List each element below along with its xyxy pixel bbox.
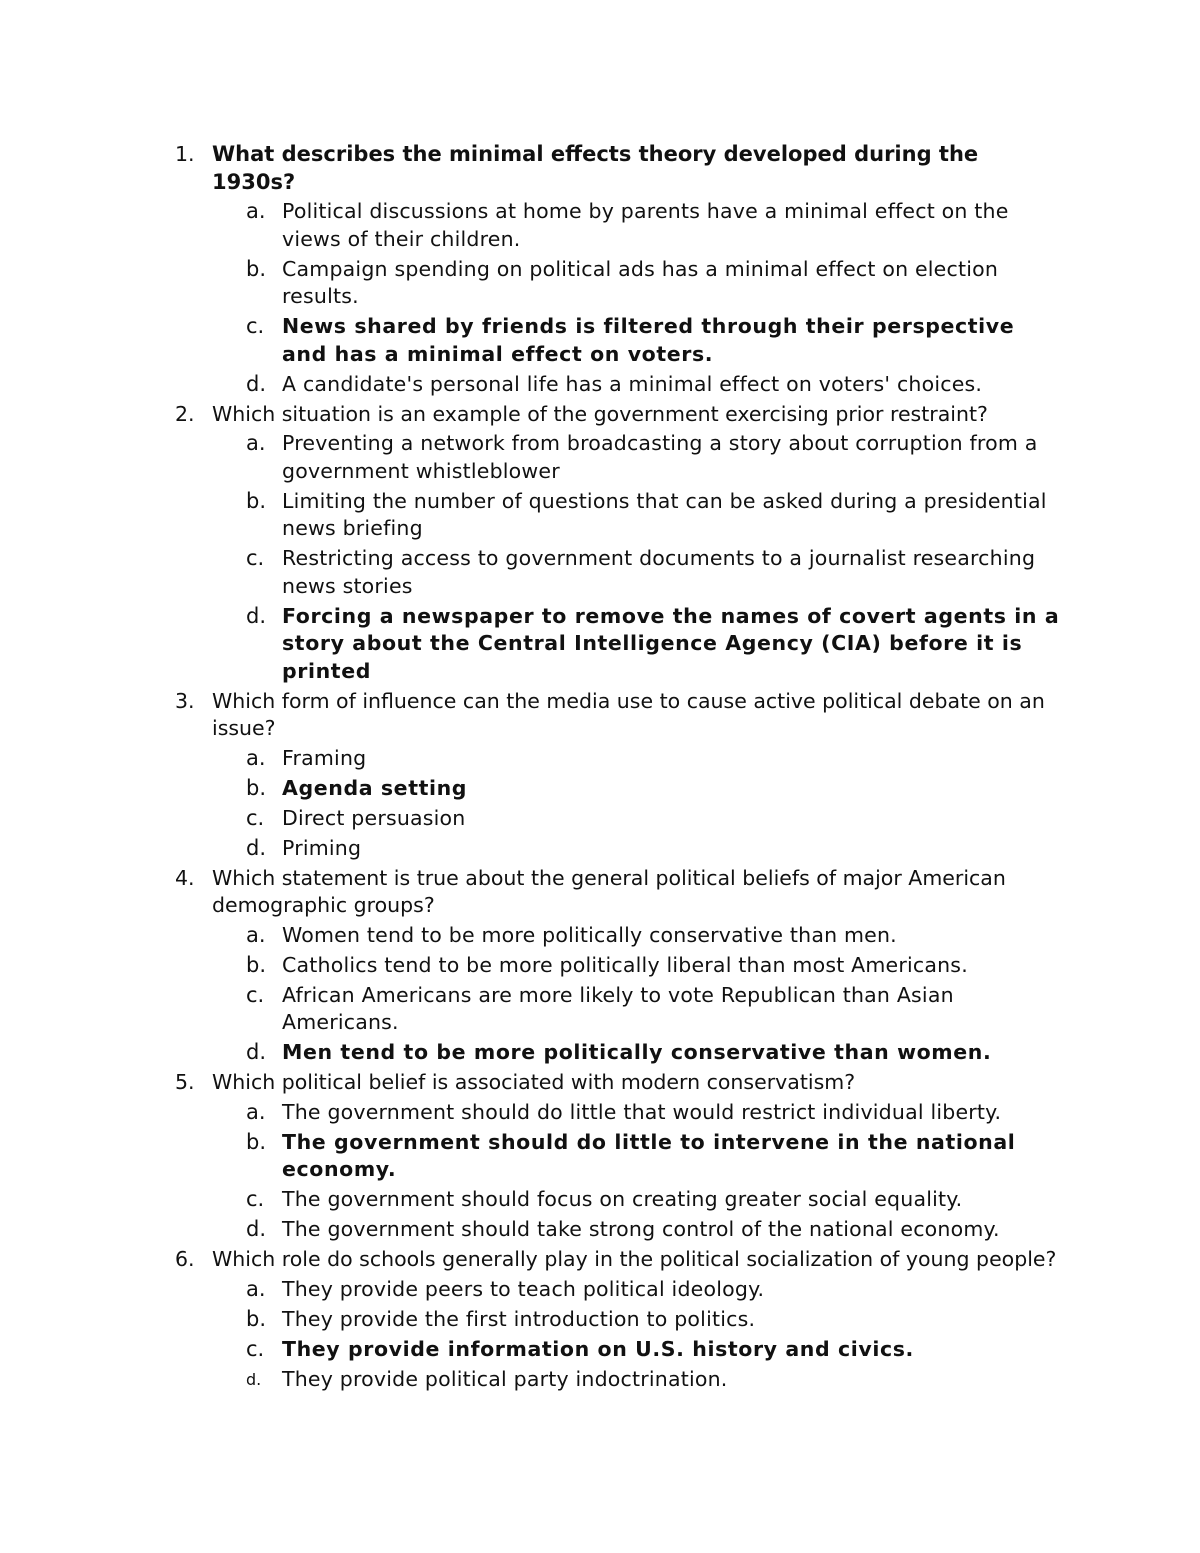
answer-option-c	[212, 805, 1065, 833]
option-letter: a.	[246, 1276, 266, 1301]
question-number: 1.	[175, 142, 195, 166]
option-letter: a.	[246, 431, 266, 455]
option-text: Priming	[282, 835, 362, 860]
option-letter: b.	[246, 1129, 267, 1154]
option-letter: c.	[246, 805, 265, 830]
answer-options	[212, 198, 1065, 398]
option-text: Preventing a network from broadcasting a story about corruption from a government whistleblower	[282, 431, 1038, 483]
answer-option-d	[212, 835, 1065, 863]
option-text: Campaign spending on political ads has a minimal effect on election results.	[282, 256, 999, 308]
answer-option-c	[212, 545, 1065, 600]
answer-options	[212, 1276, 1065, 1394]
option-text: The government should do little to intervene in the national economy.	[282, 1129, 1016, 1181]
option-letter: b.	[246, 1306, 267, 1331]
answer-option-b	[212, 952, 1065, 980]
option-text: Women tend to be more politically conservative than men.	[282, 922, 897, 947]
option-text: Forcing a newspaper to remove the names of covert agents in a story about the Central Intelligence Agency (CIA) before it is printed	[282, 603, 1060, 683]
answer-option-c-correct	[212, 1336, 1065, 1364]
answer-option-c	[212, 982, 1065, 1037]
question-text: Which role do schools generally play in the political socialization of young people?	[212, 1247, 1057, 1271]
option-letter: a.	[246, 745, 266, 770]
option-text: They provide political party indoctrination.	[282, 1366, 728, 1391]
question-text: Which form of influence can the media use to cause active political debate on an issue?	[212, 688, 1045, 740]
question-2	[175, 401, 1065, 686]
option-letter: b.	[246, 952, 267, 977]
option-text: Political discussions at home by parents have a minimal effect on the views of their children.	[282, 199, 1009, 251]
option-letter: a.	[246, 1099, 266, 1124]
answer-option-b-correct	[212, 775, 1065, 803]
option-letter: c.	[246, 546, 265, 570]
option-text: Men tend to be more politically conservative than women.	[282, 1040, 992, 1064]
option-text: A candidate's personal life has a minimal effect on voters' choices.	[282, 371, 983, 396]
option-letter: d.	[246, 1369, 262, 1389]
answer-option-c-correct	[212, 313, 1065, 368]
answer-options	[212, 922, 1065, 1067]
option-letter: b.	[246, 256, 267, 281]
question-text: Which political belief is associated with modern conservatism?	[212, 1070, 856, 1094]
answer-option-d	[212, 1366, 1065, 1394]
option-text: Framing	[282, 745, 367, 770]
question-1	[175, 141, 1065, 398]
option-text: Catholics tend to be more politically liberal than most Americans.	[282, 952, 968, 977]
option-letter: d.	[246, 603, 267, 628]
question-6	[175, 1246, 1065, 1393]
question-4	[175, 865, 1065, 1067]
answer-option-a	[212, 1276, 1065, 1304]
answer-option-d-correct	[212, 603, 1065, 686]
option-text: Direct persuasion	[282, 805, 466, 830]
option-text: African Americans are more likely to vote Republican than Asian Americans.	[282, 982, 954, 1034]
question-number: 3.	[175, 688, 195, 713]
answer-option-a	[212, 745, 1065, 773]
question-number: 5.	[175, 1070, 195, 1094]
answer-option-a	[212, 430, 1065, 485]
answer-option-d	[212, 1216, 1065, 1244]
question-text: Which situation is an example of the government exercising prior restraint?	[212, 401, 988, 426]
question-text: Which statement is true about the general political beliefs of major American demographic groups?	[212, 865, 1006, 917]
option-text: Agenda setting	[282, 775, 468, 800]
answer-options	[212, 1099, 1065, 1244]
option-letter: a.	[246, 199, 266, 223]
answer-option-a	[212, 198, 1065, 253]
answer-options	[212, 745, 1065, 863]
quiz-list	[175, 141, 1065, 1396]
option-letter: d.	[246, 1217, 267, 1241]
option-letter: d.	[246, 835, 267, 860]
answer-option-a	[212, 922, 1065, 950]
option-letter: b.	[246, 775, 267, 800]
answer-option-b-correct	[212, 1129, 1065, 1184]
answer-option-c	[212, 1186, 1065, 1214]
option-letter: c.	[246, 1187, 265, 1211]
option-letter: a.	[246, 922, 266, 947]
option-text: News shared by friends is filtered through their perspective and has a minimal effect on voters.	[282, 314, 1015, 366]
option-letter: c.	[246, 982, 265, 1007]
option-letter: c.	[246, 1336, 265, 1361]
option-letter: d.	[246, 1040, 267, 1064]
option-text: The government should focus on creating greater social equality.	[282, 1187, 963, 1211]
option-letter: c.	[246, 314, 265, 338]
question-number: 6.	[175, 1247, 195, 1271]
option-letter: d.	[246, 371, 267, 396]
option-text: The government should do little that would restrict individual liberty.	[282, 1099, 1002, 1124]
question-5	[175, 1069, 1065, 1244]
option-text: Limiting the number of questions that can be asked during a presidential news briefing	[282, 488, 1047, 540]
option-text: The government should take strong control of the national economy.	[282, 1217, 1000, 1241]
option-text: They provide peers to teach political ideology.	[282, 1276, 765, 1301]
question-3	[175, 688, 1065, 863]
question-number: 2.	[175, 401, 195, 426]
answer-option-d-correct	[212, 1039, 1065, 1067]
answer-option-b	[212, 1306, 1065, 1334]
answer-option-b	[212, 488, 1065, 543]
question-text: What describes the minimal effects theory developed during the 1930s?	[212, 142, 979, 194]
answer-option-a	[212, 1099, 1065, 1127]
answer-option-b	[212, 256, 1065, 311]
answer-option-d	[212, 371, 1065, 399]
question-number: 4.	[175, 865, 195, 890]
option-text: They provide the first introduction to politics.	[282, 1306, 756, 1331]
option-text: They provide information on U.S. history and civics.	[282, 1336, 914, 1361]
answer-options	[212, 430, 1065, 685]
option-letter: b.	[246, 488, 267, 513]
option-text: Restricting access to government documents to a journalist researching news stories	[282, 546, 1036, 598]
